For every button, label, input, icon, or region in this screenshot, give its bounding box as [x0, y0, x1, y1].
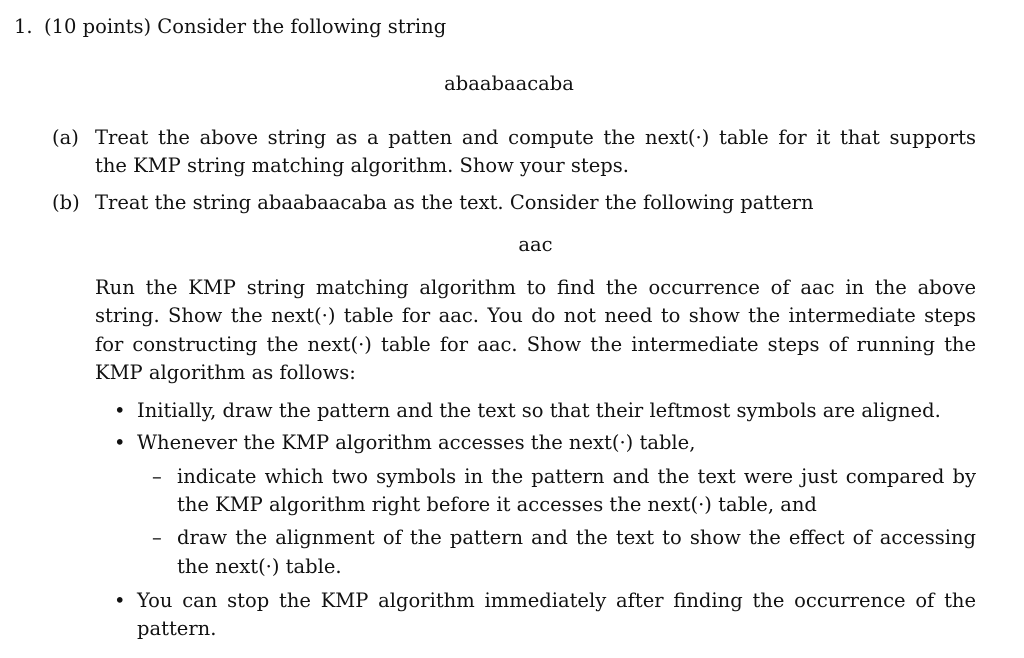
bullet-3-line-2: pattern. [137, 617, 217, 640]
subitem-1-line-2: the KMP algorithm right before it accesses the next(·) table, and [177, 493, 817, 516]
subitem-marker: – [152, 465, 162, 488]
bullet-2-text: Whenever the KMP algorithm accesses the next(·) table, [137, 431, 696, 454]
bullet-1-text: Initially, draw the pattern and the text so that their leftmost symbols are aligned. [137, 399, 941, 422]
part-b-paragraph-line-1: Run the KMP string matching algorithm to find the occurrence of aac in the above [95, 276, 976, 299]
part-b-label: (b) [52, 191, 80, 214]
bullet-marker: • [114, 589, 126, 612]
subitem-2-line-1: draw the alignment of the pattern and the text to show the effect of accessing [177, 526, 976, 549]
problem-number: 1. [14, 15, 33, 38]
subitem-1-line-1: indicate which two symbols in the pattern and the text were just compared by [177, 465, 976, 488]
subitem-marker: – [152, 526, 162, 549]
part-b-paragraph-line-4: KMP algorithm as follows: [95, 361, 356, 384]
part-a-label: (a) [52, 126, 79, 149]
bullet-3-line-1: You can stop the KMP algorithm immediately after finding the occurrence of the [137, 589, 976, 612]
part-a-line-1: Treat the above string as a patten and compute the next(·) table for it that supports [95, 126, 976, 149]
bullet-marker: • [114, 431, 126, 454]
part-a-line-2: the KMP string matching algorithm. Show your steps. [95, 154, 629, 177]
part-b-paragraph-line-2: string. Show the next(·) table for aac. You do not need to show the intermediate steps [95, 304, 976, 327]
bullet-marker: • [114, 399, 126, 422]
part-b-paragraph-line-3: for constructing the next(·) table for aac. Show the intermediate steps of running the [95, 333, 976, 356]
pattern-string: aac [518, 233, 553, 256]
given-string: abaabaacaba [444, 72, 574, 95]
subitem-2-line-2: the next(·) table. [177, 555, 342, 578]
part-b-intro: Treat the string abaabaacaba as the text. Consider the following pattern [95, 191, 814, 214]
problem-heading: (10 points) Consider the following string [44, 15, 447, 38]
